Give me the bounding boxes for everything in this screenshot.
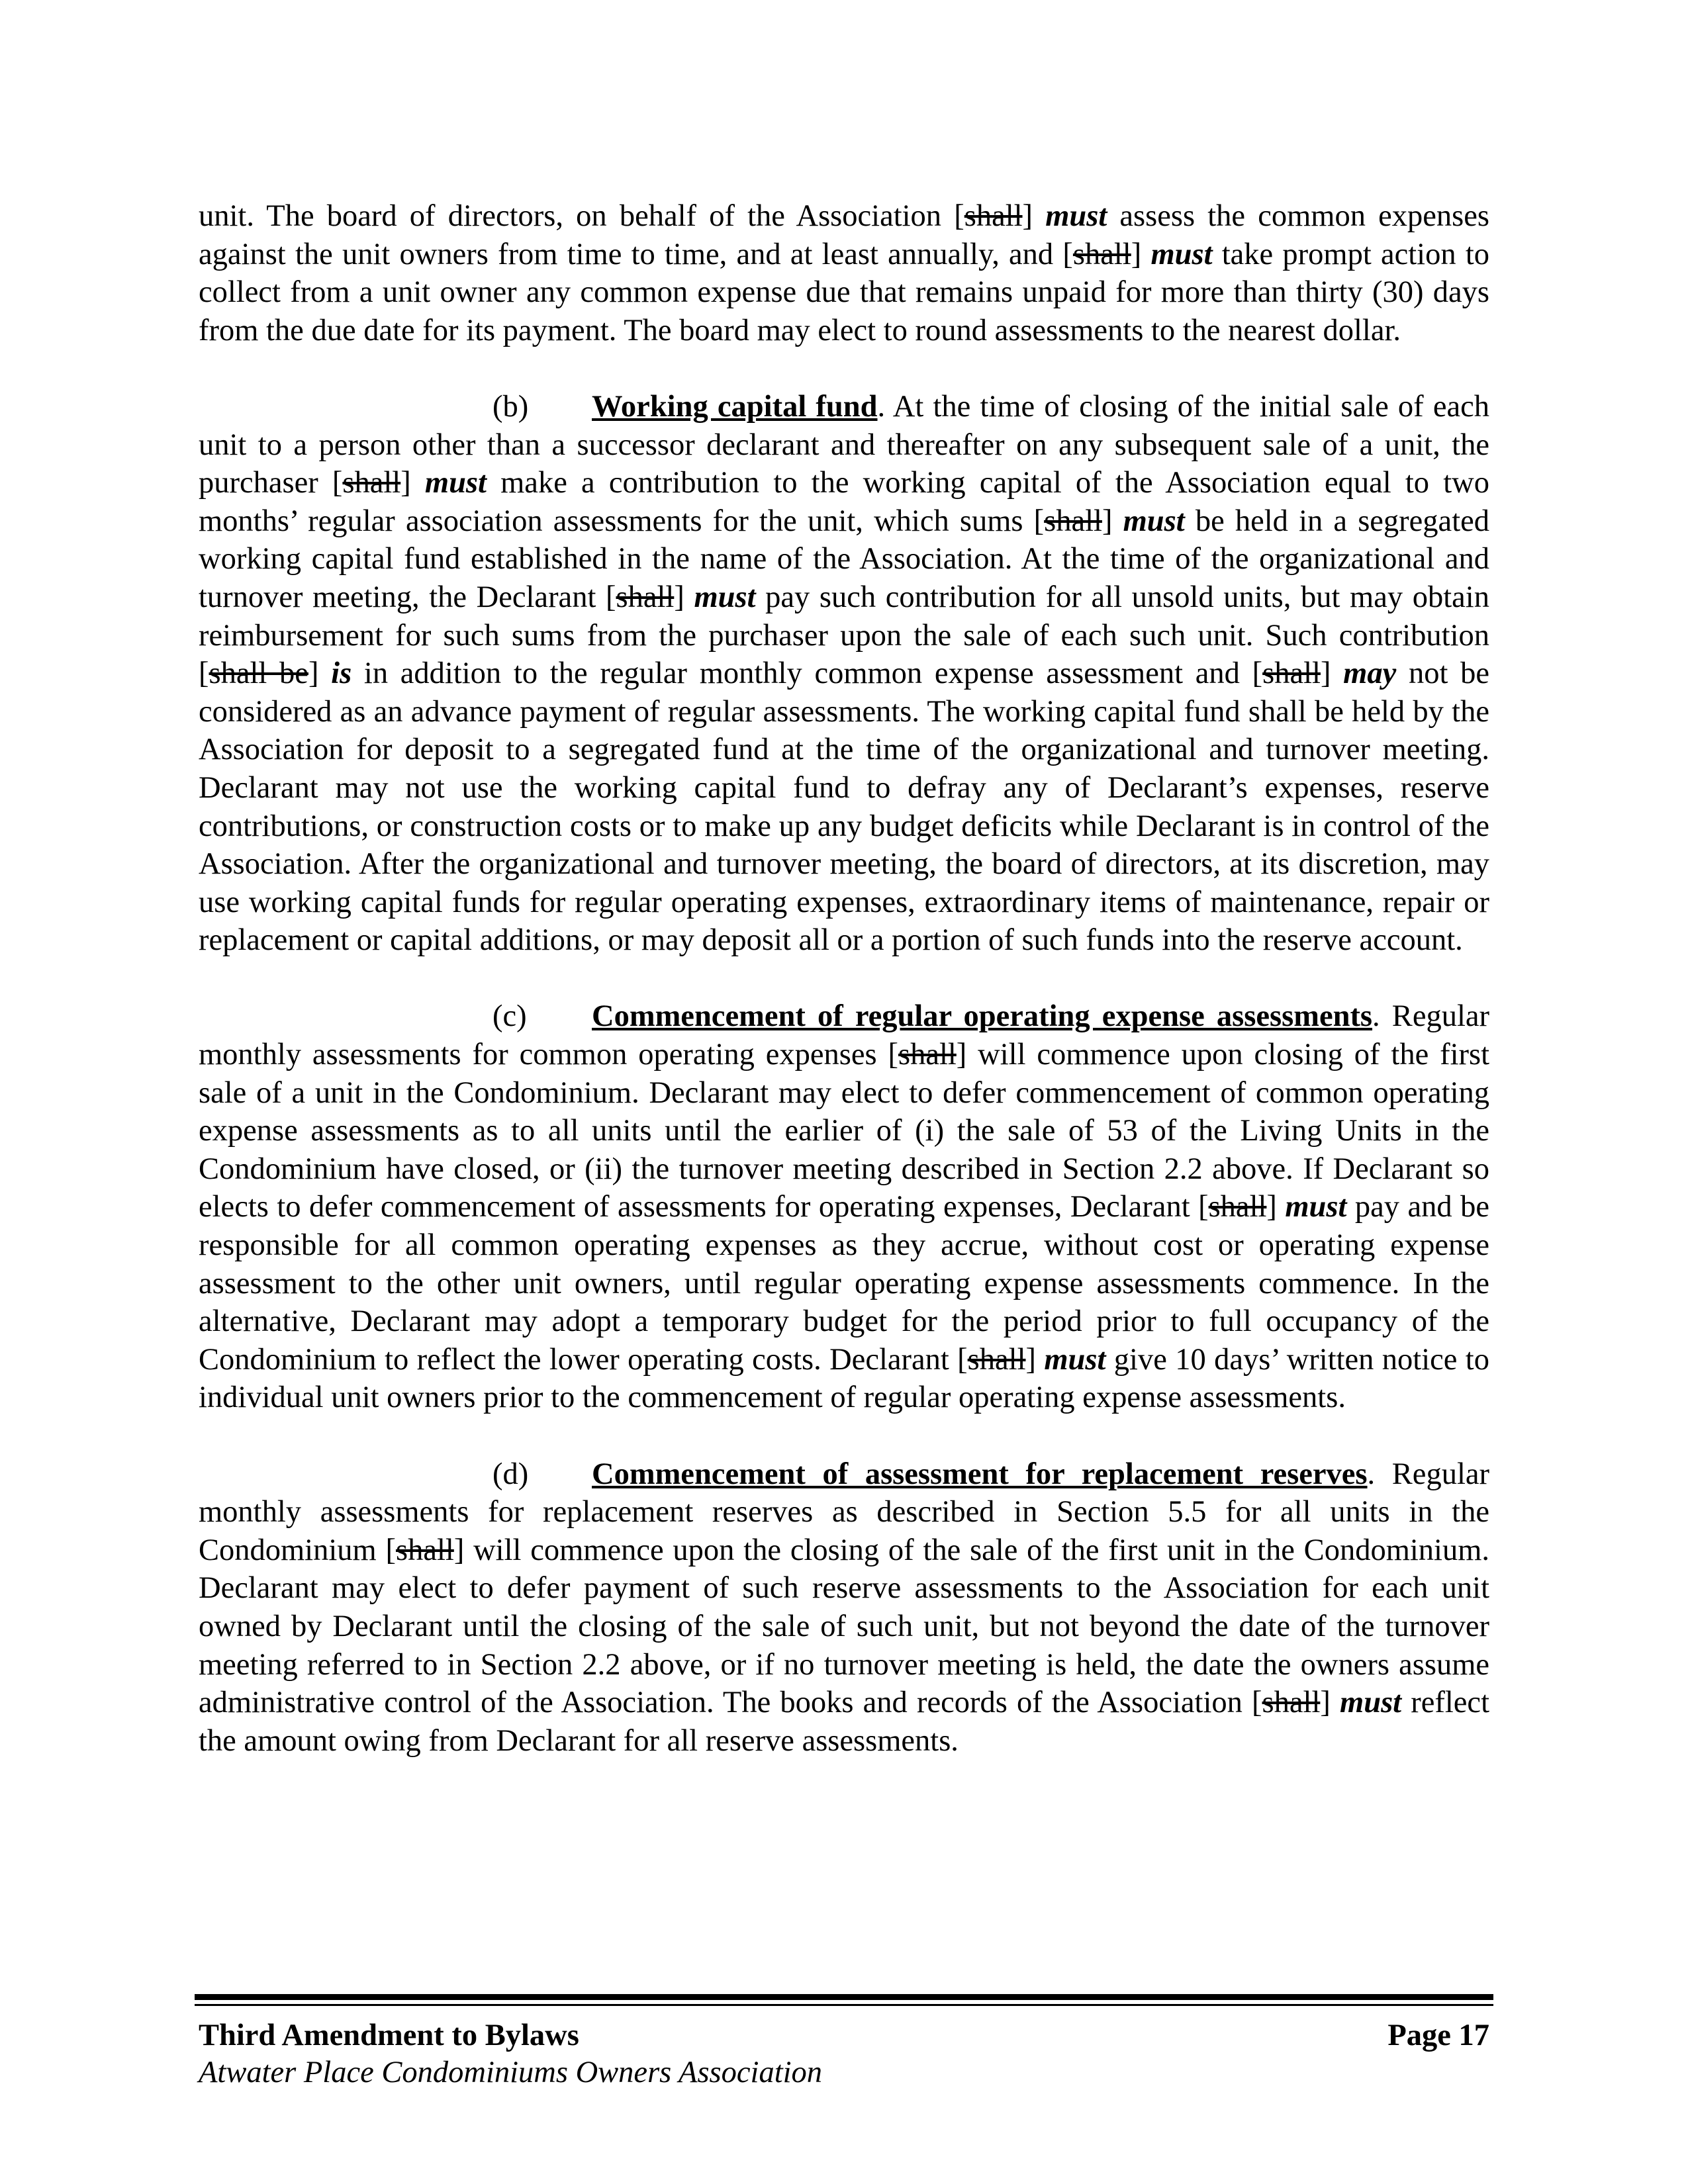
text-run: ] bbox=[674, 580, 694, 614]
text-run: pay and be responsible for all common operating expenses as they accrue, without cost or operating expense assessment to the other unit owners, until regular operating expense assessments commence. In the alternative, Declarant may adopt a temporary budget for the period prior to full occupancy of the Condominium to reflect the lower operating costs. Declarant [ bbox=[199, 1190, 1490, 1377]
text-run: ] bbox=[1022, 199, 1046, 233]
deleted-text: shall bbox=[1208, 1190, 1267, 1224]
text-run: not be considered as an advance payment of regular assessments. The working capital fund shall be held by the Association for deposit to a segregated fund at the time of the organizational and turnover meeting. Declarant may not use the working capital fund to defray any of Declarant’s expenses, reserve contributions, or construction costs or to make up any budget deficits while Declarant is in control of the Association. After the organizational and turnover meeting, the board of directors, at its discretion, may use working capital funds for regular operating expenses, extraordinary items of maintenance, repair or replacement or capital additions, or may deposit all or a portion of such funds into the reserve account. bbox=[199, 657, 1489, 958]
inserted-text: must bbox=[1123, 504, 1185, 538]
text-run: ] bbox=[1266, 1190, 1286, 1224]
inserted-text: must bbox=[1044, 1342, 1106, 1377]
text-run: give 10 days’ written notice to individual unit owners prior to the commencement of regular operating expense assessments. bbox=[199, 1342, 1489, 1415]
paragraph-number: (d) bbox=[492, 1457, 529, 1491]
deleted-text: shall bbox=[342, 466, 401, 500]
text-run: ] will commence upon closing of the first sale of a unit in the Condominium. Declarant may elect to defer commencement of common operating expense assessments as to all units until the earlier of (i) the sale of 53 of the Living Units in the Condominium have closed, or (ii) the turnover meeting described in Section 2.2 above. If Declarant so elects to defer commencement of assessments for operating expenses, Declarant [ bbox=[199, 1038, 1489, 1224]
paragraph-number: (c) bbox=[492, 999, 527, 1034]
text-run: reflect the amount owing from Declarant for all reserve assessments. bbox=[199, 1686, 1489, 1758]
footer-subtitle: Atwater Place Condominiums Owners Association bbox=[199, 2056, 823, 2089]
inserted-text: is bbox=[331, 657, 352, 691]
inserted-text: may bbox=[1343, 657, 1397, 691]
paragraph-c bbox=[199, 997, 1489, 1417]
deleted-text: shall bbox=[898, 1038, 957, 1072]
deleted-text: shall bbox=[1072, 237, 1131, 271]
text-run: in addition to the regular monthly common expense assessment and [ bbox=[352, 657, 1263, 691]
text-run: . Regular monthly assessments for replacement reserves as described in Section 5.5 for all units in the Condominium [ bbox=[199, 1457, 1489, 1567]
text-run: ] bbox=[1320, 657, 1344, 691]
paragraph-number: (b) bbox=[492, 389, 529, 424]
paragraph-heading: Commencement of regular operating expense assessments bbox=[592, 999, 1373, 1034]
text-run: assess the common expenses against the unit owners from time to time, and at least annually, and [ bbox=[199, 199, 1489, 271]
paragraph-heading: Working capital fund bbox=[592, 389, 878, 424]
text-run: be held in a segregated working capital fund established in the name of the Association. At the time of the organizational and turnover meeting, the Declarant [ bbox=[199, 504, 1489, 614]
deleted-text: shall be bbox=[209, 657, 308, 691]
inserted-text: must bbox=[694, 580, 756, 614]
inserted-text: must bbox=[1285, 1190, 1347, 1224]
text-run: ] bbox=[1102, 504, 1123, 538]
deleted-text: shall bbox=[395, 1533, 454, 1567]
inserted-text: must bbox=[424, 466, 487, 500]
footer-page-number: Page 17 bbox=[1387, 2019, 1489, 2052]
paragraph-b bbox=[199, 388, 1489, 960]
inserted-text: must bbox=[1045, 199, 1107, 233]
footer-rule-thick bbox=[195, 1994, 1493, 2000]
paragraph-a-continuation bbox=[199, 197, 1489, 349]
paragraph-heading: Commencement of assessment for replacement reserves bbox=[592, 1457, 1368, 1491]
text-run: pay such contribution for all unsold units, but may obtain reimbursement for such sums from the purchaser upon the sale of each such unit. Such contribution [ bbox=[199, 580, 1489, 691]
inserted-text: must bbox=[1150, 237, 1213, 271]
text-run: ] bbox=[1131, 237, 1151, 271]
deleted-text: shall bbox=[616, 580, 675, 614]
text-run: make a contribution to the working capital of the Association equal to two months’ regular association assessments for the unit, which sums [ bbox=[199, 466, 1489, 538]
body-text bbox=[199, 197, 1489, 1760]
text-run: ] bbox=[308, 657, 332, 691]
deleted-text: shall bbox=[967, 1342, 1026, 1377]
inserted-text: must bbox=[1340, 1686, 1402, 1720]
text-run: take prompt action to collect from a unit owner any common expense due that remains unpaid for more than thirty (30) days from the due date for its payment. The board may elect to round assessments to the nearest dollar. bbox=[199, 237, 1489, 347]
text-run: ] will commence upon the closing of the sale of the first unit in the Condominium. Declarant may elect to defer payment of such reserve assessments to the Association for each unit owned by Declarant until the closing of the sale of such unit, but not beyond the date of the turnover meeting referred to in Section 2.2 above, or if no turnover meeting is held, the date the owners assume administrative control of the Association. The books and records of the Association [ bbox=[199, 1533, 1490, 1720]
deleted-text: shall bbox=[1262, 1686, 1321, 1720]
deleted-text: shall bbox=[1044, 504, 1102, 538]
text-run: ] bbox=[1320, 1686, 1340, 1720]
text-run: . Regular monthly assessments for common operating expenses [ bbox=[199, 999, 1490, 1072]
footer-title: Third Amendment to Bylaws bbox=[199, 2019, 579, 2052]
text-run: unit. The board of directors, on behalf of the Association [ bbox=[199, 199, 964, 233]
deleted-text: shall bbox=[1262, 657, 1321, 691]
text-run: . At the time of closing of the initial sale of each unit to a person other than a successor declarant and thereafter on any subsequent sale of a unit, the purchaser [ bbox=[199, 389, 1490, 500]
text-run: ] bbox=[1025, 1342, 1045, 1377]
text-run: ] bbox=[400, 466, 425, 500]
footer-rule-thin bbox=[195, 2004, 1493, 2006]
paragraph-d bbox=[199, 1455, 1489, 1760]
deleted-text: shall bbox=[964, 199, 1023, 233]
